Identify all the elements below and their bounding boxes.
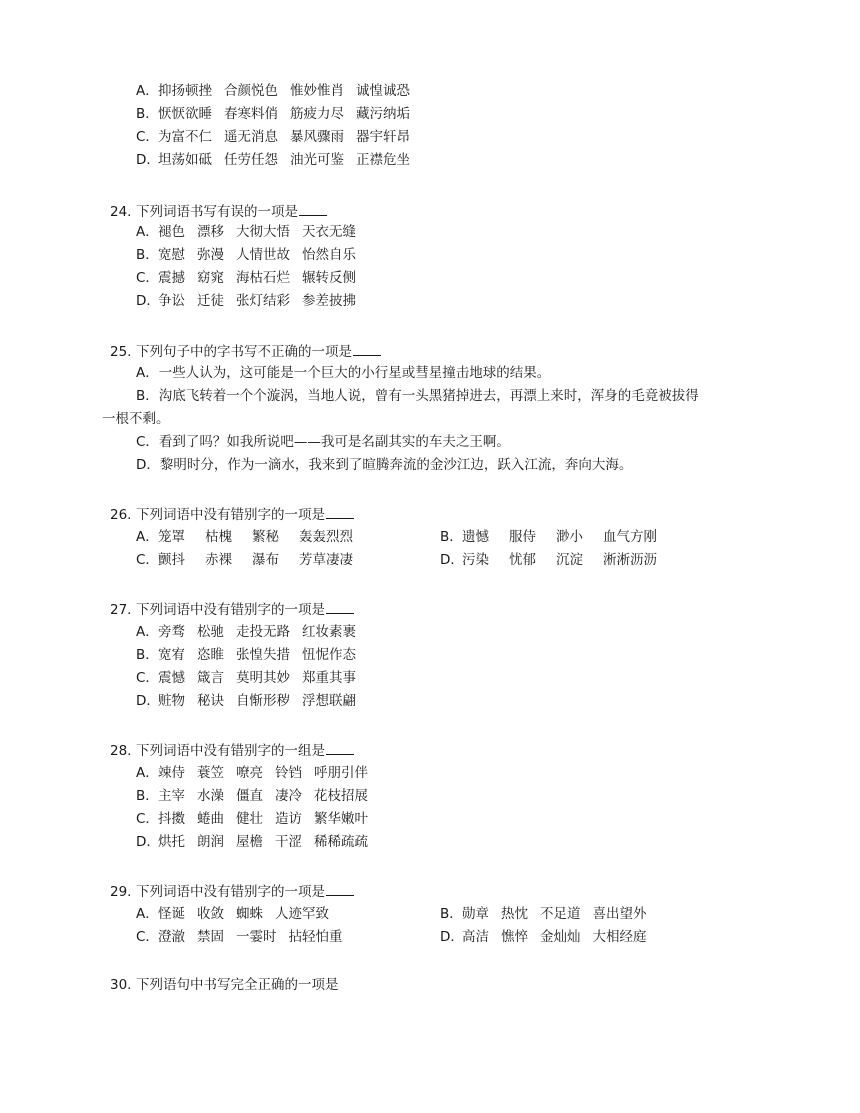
q28-option-d — [136, 833, 380, 851]
option-word: 张灯结彩 — [236, 293, 290, 309]
option-word: 争讼 — [158, 293, 185, 309]
option-word: 张惶失措 — [236, 647, 290, 663]
option-word: 震撼 — [158, 270, 185, 286]
option-word: 憔悴 — [501, 929, 528, 945]
option-letter: A． — [136, 529, 159, 545]
option-word: 恣睢 — [197, 647, 224, 663]
option-word: 怪诞 — [158, 906, 185, 922]
q27-stem — [110, 600, 354, 619]
answer-blank — [353, 342, 381, 356]
q25-option-c: C．看到了吗？如我所说吧——我可是名副其实的车夫之王啊。 — [136, 434, 510, 450]
question-text: 下列句子中的字书写不正确的一项是 — [136, 344, 352, 360]
question-text: 下列词语中没有错别字的一项是 — [136, 507, 325, 523]
option-word: 天衣无缝 — [302, 224, 356, 240]
option-word: 服侍 — [509, 529, 536, 545]
option-word: 油光可鉴 — [290, 152, 344, 168]
option-letter: D． — [136, 293, 160, 309]
option-word: 正襟危坐 — [356, 152, 410, 168]
q28-stem — [110, 741, 354, 760]
option-letter: D． — [136, 834, 160, 850]
option-word: 稀稀疏疏 — [314, 834, 368, 850]
option-letter: B． — [136, 647, 159, 663]
q26-stem — [110, 505, 354, 524]
option-letter: A． — [136, 906, 159, 922]
option-word: 繁秘 — [252, 529, 279, 545]
option-word: 辗转反侧 — [302, 270, 356, 286]
q25-stem — [110, 342, 381, 361]
q26-option-b — [440, 528, 677, 546]
option-word: 血气方刚 — [603, 529, 657, 545]
option-letter: C． — [136, 129, 159, 145]
option-word: 蜘蛛 — [236, 906, 263, 922]
option-word: 高洁 — [462, 929, 489, 945]
option-letter: C． — [136, 811, 159, 827]
q25-option-b-continued: 一根不剩。 — [102, 411, 170, 427]
q29-option-d — [440, 928, 659, 946]
option-word: 迁徒 — [197, 293, 224, 309]
q25-option-a: A．一些人认为，这可能是一个巨大的小行星或彗星撞击地球的结果。 — [136, 365, 551, 381]
option-word: 筋疲力尽 — [290, 106, 344, 122]
option-letter: C． — [136, 929, 159, 945]
option-word: 秘诀 — [197, 693, 224, 709]
option-letter: A． — [136, 624, 159, 640]
option-word: 主宰 — [158, 788, 185, 804]
q26-option-c — [136, 551, 373, 569]
q27-option-a — [136, 623, 368, 641]
answer-blank — [326, 882, 354, 896]
q29-stem — [110, 882, 354, 901]
option-word: 抖擞 — [158, 811, 185, 827]
option-word: 沉淀 — [556, 552, 583, 568]
option-word: 水澡 — [197, 788, 224, 804]
option-word: 震憾 — [158, 670, 185, 686]
option-word: 嘹亮 — [236, 765, 263, 781]
q24-stem — [110, 202, 327, 221]
option-word: 莫明其妙 — [236, 670, 290, 686]
option-word: 笼罩 — [158, 529, 185, 545]
option-letter: D． — [136, 693, 160, 709]
option-word: 海枯石烂 — [236, 270, 290, 286]
option-letter: C． — [136, 270, 159, 286]
option-word: 坦荡如砥 — [158, 152, 212, 168]
option-letter: C． — [136, 670, 159, 686]
option-word: 禁固 — [197, 929, 224, 945]
option-letter: B． — [136, 106, 159, 122]
q29-option-b — [440, 905, 659, 923]
option-word: 器宇轩昂 — [356, 129, 410, 145]
option-word: 恹恹欲睡 — [158, 106, 212, 122]
option-word: 人迹罕致 — [275, 906, 329, 922]
option-word: 蜷曲 — [197, 811, 224, 827]
option-word: 澄澈 — [158, 929, 185, 945]
option-word: 诚惶诚恐 — [356, 83, 410, 99]
option-word: 抑扬顿挫 — [158, 83, 212, 99]
option-word: 繁华嫩叶 — [314, 811, 368, 827]
option-letter: A． — [136, 83, 159, 99]
option-word: 呼朋引伴 — [314, 765, 368, 781]
q27-option-c — [136, 669, 368, 687]
option-letter: D． — [440, 929, 464, 945]
option-word: 箴言 — [197, 670, 224, 686]
option-word: 红妆素裹 — [302, 624, 356, 640]
q29-option-a — [136, 905, 341, 923]
option-letter: B． — [440, 529, 463, 545]
q23-option-d — [136, 151, 422, 169]
option-word: 污染 — [462, 552, 489, 568]
option-word: 宽慰 — [158, 247, 185, 263]
option-word: 不足道 — [540, 906, 581, 922]
q24-option-b — [136, 246, 368, 264]
option-word: 铃铛 — [275, 765, 302, 781]
question-number: 25. — [110, 344, 132, 360]
option-word: 郑重其事 — [302, 670, 356, 686]
q27-option-b — [136, 646, 368, 664]
q24-option-c — [136, 269, 368, 287]
option-word: 一霎时 — [236, 929, 277, 945]
option-letter: B． — [136, 788, 159, 804]
option-word: 合颜悦色 — [224, 83, 278, 99]
option-word: 干涩 — [275, 834, 302, 850]
option-word: 人情世故 — [236, 247, 290, 263]
option-word: 赃物 — [158, 693, 185, 709]
option-letter: A． — [136, 224, 159, 240]
option-word: 浮想联翩 — [302, 693, 356, 709]
question-text: 下列词语中没有错别字的一组是 — [136, 743, 325, 759]
q30-stem — [110, 976, 339, 994]
option-word: 忸怩作态 — [302, 647, 356, 663]
option-word: 健壮 — [236, 811, 263, 827]
option-word: 怡然自乐 — [302, 247, 356, 263]
option-word: 热忱 — [501, 906, 528, 922]
option-word: 拈轻怕重 — [288, 929, 343, 945]
q26-option-d — [440, 551, 677, 569]
option-word: 屋檐 — [236, 834, 263, 850]
option-word: 金灿灿 — [540, 929, 581, 945]
option-word: 大彻大悟 — [236, 224, 290, 240]
option-word: 颤抖 — [158, 552, 185, 568]
question-text: 下列语句中书写完全正确的一项是 — [136, 977, 339, 993]
option-word: 遗憾 — [462, 529, 489, 545]
option-word: 忧郁 — [509, 552, 536, 568]
answer-blank — [326, 600, 354, 614]
option-word: 走投无路 — [236, 624, 290, 640]
option-word: 遥无消息 — [224, 129, 278, 145]
option-word: 弥漫 — [197, 247, 224, 263]
question-text: 下列词语中没有错别字的一项是 — [136, 884, 325, 900]
question-number: 30. — [110, 977, 132, 993]
option-word: 赤裸 — [205, 552, 232, 568]
option-word: 淅淅沥沥 — [603, 552, 657, 568]
option-word: 暴风骤雨 — [290, 129, 344, 145]
option-word: 春寒料俏 — [224, 106, 278, 122]
option-word: 自惭形秽 — [236, 693, 290, 709]
q27-option-d — [136, 692, 368, 710]
option-word: 花枝招展 — [314, 788, 368, 804]
q24-option-a — [136, 223, 368, 241]
question-number: 29. — [110, 884, 132, 900]
q28-option-c — [136, 810, 380, 828]
q28-option-a — [136, 764, 380, 782]
option-word: 渺小 — [556, 529, 583, 545]
question-number: 27. — [110, 602, 132, 618]
q23-option-a — [136, 82, 422, 100]
q26-option-a — [136, 528, 373, 546]
question-number: 24. — [110, 204, 132, 220]
question-number: 28. — [110, 743, 132, 759]
question-number: 26. — [110, 507, 132, 523]
option-word: 轰轰烈烈 — [299, 529, 353, 545]
q23-option-c — [136, 128, 422, 146]
answer-blank — [299, 202, 327, 216]
option-word: 芳草凄凄 — [299, 552, 353, 568]
option-word: 藏污纳垢 — [356, 106, 410, 122]
option-word: 参差披拂 — [302, 293, 356, 309]
option-letter: D． — [440, 552, 464, 568]
option-word: 褪色 — [158, 224, 185, 240]
option-word: 勋章 — [462, 906, 489, 922]
option-word: 蓑笠 — [197, 765, 224, 781]
q24-option-d — [136, 292, 368, 310]
option-letter: B． — [440, 906, 463, 922]
option-letter: A． — [136, 765, 159, 781]
option-word: 瀑布 — [252, 552, 279, 568]
option-word: 宽宥 — [158, 647, 185, 663]
option-word: 旁骛 — [158, 624, 185, 640]
option-word: 大相经庭 — [592, 929, 647, 945]
option-word: 烘托 — [158, 834, 185, 850]
q25-option-d: D．黎明时分，作为一滴水，我来到了暄腾奔流的金沙江边，跃入江流，奔向大海。 — [136, 457, 633, 473]
option-word: 竦侍 — [158, 765, 185, 781]
option-word: 为富不仁 — [158, 129, 212, 145]
answer-blank — [326, 505, 354, 519]
option-word: 造访 — [275, 811, 302, 827]
option-word: 任劳任怨 — [224, 152, 278, 168]
option-word: 松驰 — [197, 624, 224, 640]
option-letter: C． — [136, 552, 159, 568]
question-text: 下列词语中没有错别字的一项是 — [136, 602, 325, 618]
option-word: 漂移 — [197, 224, 224, 240]
option-word: 惟妙惟肖 — [290, 83, 344, 99]
option-word: 窈窕 — [197, 270, 224, 286]
q23-option-b — [136, 105, 422, 123]
option-word: 凄冷 — [275, 788, 302, 804]
option-word: 收敛 — [197, 906, 224, 922]
option-letter: B． — [136, 247, 159, 263]
q29-option-c — [136, 928, 355, 946]
option-word: 朗润 — [197, 834, 224, 850]
q28-option-b — [136, 787, 380, 805]
option-word: 僵直 — [236, 788, 263, 804]
question-text: 下列词语书写有误的一项是 — [136, 204, 298, 220]
q25-option-b: B．沟底飞转着一个个漩涡，当地人说，曾有一头黑猪掉进去，再漂上来时，浑身的毛竟被拔得 — [136, 388, 699, 404]
answer-blank — [326, 741, 354, 755]
option-word: 枯槐 — [205, 529, 232, 545]
option-letter: D． — [136, 152, 160, 168]
option-word: 喜出望外 — [592, 906, 647, 922]
